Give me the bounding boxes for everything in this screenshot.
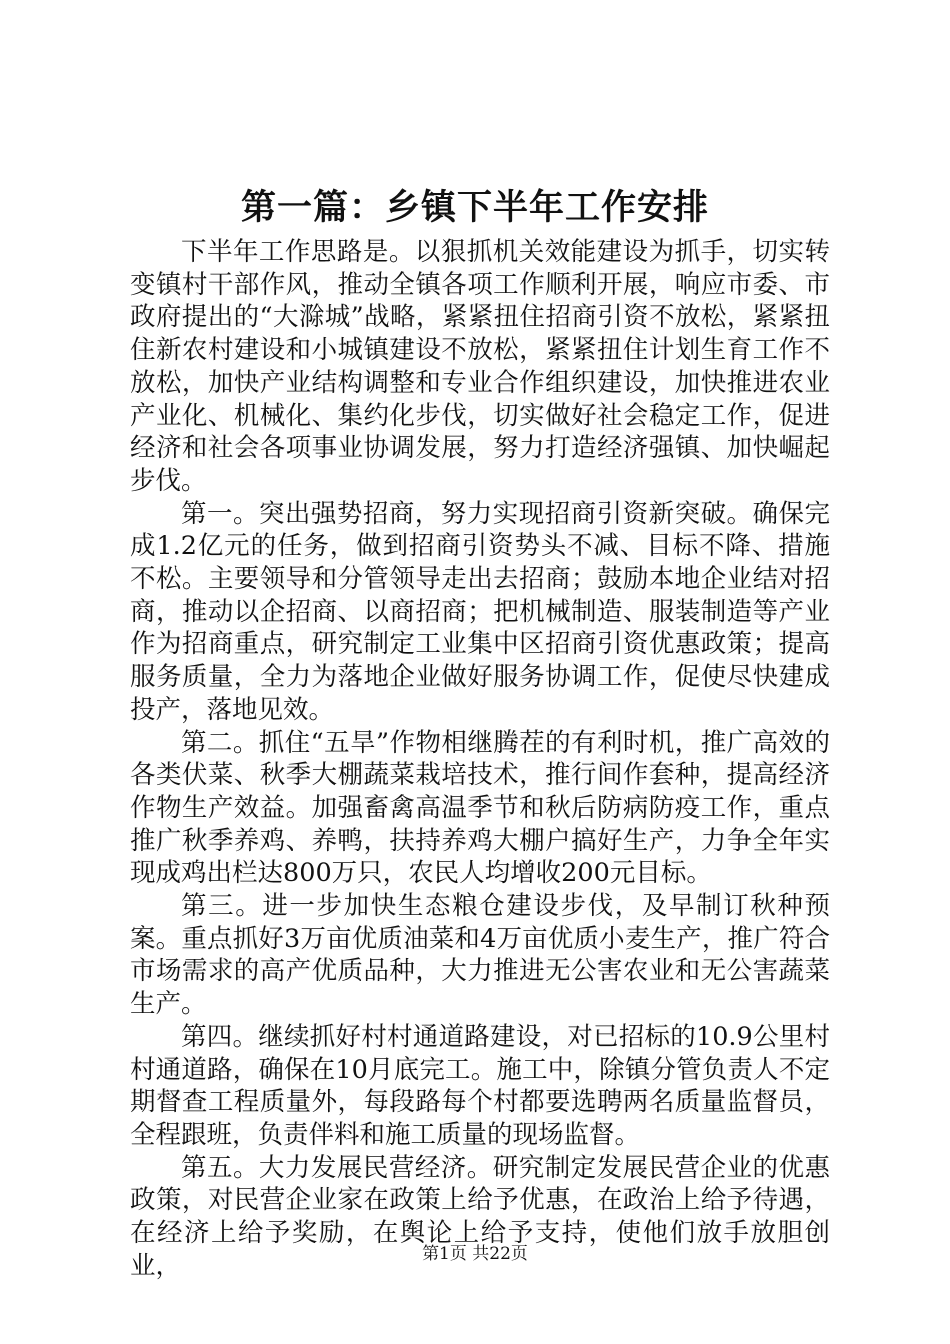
paragraph-second: 第二。抓住“五旱”作物相继腾茬的有利时机，推广高效的各类伏菜、秋季大棚蔬菜栽培技术，推行间作套种，提高经济作物生产效益。加强畜禽高温季节和秋后防病防疫工作，重点推广秋季养鸡、养鸭，扶持养鸡大棚户搞好生产，力争全年实现成鸡出栏达800万只，农民人均增收200元目标。 — [130, 727, 830, 889]
document-body — [130, 236, 830, 1283]
paragraph-intro: 下半年工作思路是。以狠抓机关效能建设为抓手，切实转变镇村干部作风，推动全镇各项工作顺利开展，响应市委、市政府提出的“大滁城”战略，紧紧扭住招商引资不放松，紧紧扭住新农村建设和小城镇建设不放松，紧紧扭住计划生育工作不放松，加快产业结构调整和专业合作组织建设，加快推进农业产业化、机械化、集约化步伐，切实做好社会稳定工作，促进经济和社会各项事业协调发展，努力打造经济强镇、加快崛起步伐。 — [130, 237, 830, 496]
page-title: 第一篇：乡镇下半年工作安排 — [240, 188, 709, 228]
paragraph-fifth: 第五。大力发展民营经济。研究制定发展民营企业的优惠政策，对民营企业家在政策上给予优惠，在政治上给予待遇，在经济上给予奖励，在舆论上给予支持，使他们放手放胆创业， — [130, 1152, 830, 1281]
page-footer: 第1页 共22页 — [422, 1244, 528, 1264]
paragraph-first: 第一。突出强势招商，努力实现招商引资新突破。确保完成1.2亿元的任务，做到招商引资势头不减、目标不降、措施不松。主要领导和分管领导走出去招商；鼓励本地企业结对招商，推动以企招商、以商招商；把机械制造、服装制造等产业作为招商重点，研究制定工业集中区招商引资优惠政策；提高服务质量，全力为落地企业做好服务协调工作，促使尽快建成投产，落地见效。 — [130, 498, 830, 725]
paragraph-third: 第三。进一步加快生态粮仓建设步伐，及早制订秋种预案。重点抓好3万亩优质油菜和4万亩优质小麦生产，推广符合市场需求的高产优质品种，大力推进无公害农业和无公害蔬菜生产。 — [130, 891, 830, 1020]
paragraph-fourth: 第四。继续抓好村村通道路建设，对已招标的10.9公里村村通道路，确保在10月底完工。施工中，除镇分管负责人不定期督查工程质量外，每段路每个村都要选聘两名质量监督员，全程跟班，负责伴料和施工质量的现场监督。 — [130, 1021, 830, 1150]
